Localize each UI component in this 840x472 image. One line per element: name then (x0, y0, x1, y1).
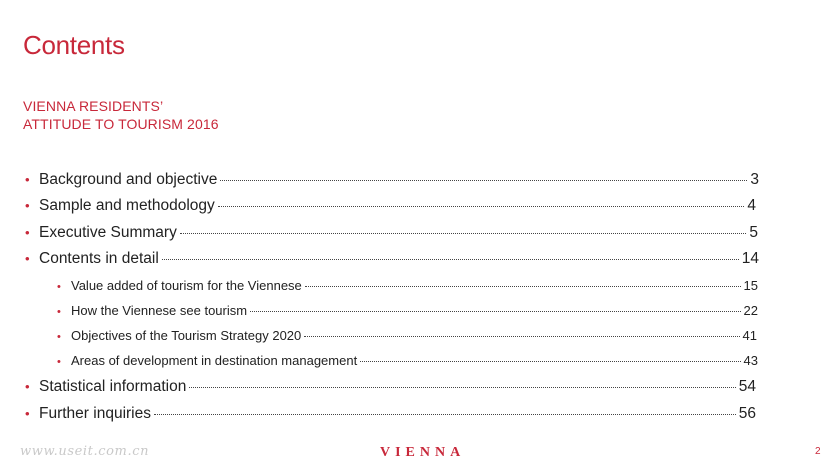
toc-entry-page: 22 (743, 303, 758, 318)
toc-entry-page: 14 (741, 250, 759, 267)
subtitle-line-1: VIENNA RESIDENTS’ (23, 98, 164, 114)
dot-leader (189, 387, 735, 388)
bullet-icon: • (57, 356, 61, 368)
vienna-logo: VIENNA (380, 445, 466, 460)
toc-entry-label: Background and objective (39, 171, 218, 188)
dot-leader (162, 259, 739, 260)
toc-entry-page: 41 (742, 328, 757, 343)
bullet-icon: • (25, 251, 30, 266)
toc-entry (25, 171, 759, 193)
bullet-icon: • (57, 281, 61, 293)
toc-entry-page: 4 (747, 197, 756, 214)
toc-entry-page: 54 (738, 378, 756, 395)
toc-entry-page: 5 (749, 224, 758, 241)
bullet-icon: • (25, 198, 30, 213)
subtitle-line-2: ATTITUDE TO TOURISM 2016 (23, 116, 219, 132)
dot-leader (360, 361, 740, 362)
toc-entry-label: How the Viennese see tourism (71, 303, 248, 318)
toc-entry-page: 56 (738, 405, 756, 422)
toc-entry-label: Areas of development in destination management (71, 353, 358, 368)
toc-subentry (57, 303, 758, 322)
watermark-text: www.useit.com.cn (20, 444, 150, 459)
toc-subentry (57, 278, 758, 297)
dot-leader (304, 336, 739, 337)
toc-entry (25, 250, 759, 272)
toc-entry-label: Contents in detail (39, 250, 159, 267)
toc-entry-page: 3 (750, 171, 759, 188)
toc-entry-label: Value added of tourism for the Viennese (71, 278, 302, 293)
bullet-icon: • (25, 172, 30, 187)
page-title: Contents (23, 30, 125, 60)
toc-entry-label: Further inquiries (39, 405, 151, 422)
toc-subentry (57, 328, 757, 347)
toc-entry (25, 405, 756, 427)
toc-entry (25, 378, 756, 400)
bullet-icon: • (25, 406, 30, 421)
toc-entry (25, 224, 758, 246)
dot-leader (218, 206, 745, 207)
dot-leader (220, 180, 747, 181)
dot-leader (305, 286, 741, 287)
bullet-icon: • (57, 306, 61, 318)
toc-entry-label: Sample and methodology (39, 197, 215, 214)
dot-leader (250, 311, 740, 312)
page-number: 2 (815, 446, 821, 457)
toc-entry-label: Executive Summary (39, 224, 177, 241)
dot-leader (154, 414, 736, 415)
bullet-icon: • (25, 225, 30, 240)
bullet-icon: • (25, 379, 30, 394)
dot-leader (180, 233, 747, 234)
bullet-icon: • (57, 331, 61, 343)
toc-entry-page: 15 (743, 278, 758, 293)
toc-entry-label: Statistical information (39, 378, 187, 395)
toc-entry-page: 43 (743, 353, 758, 368)
toc-entry (25, 197, 756, 219)
toc-subentry (57, 353, 758, 372)
toc-entry-label: Objectives of the Tourism Strategy 2020 (71, 328, 302, 343)
